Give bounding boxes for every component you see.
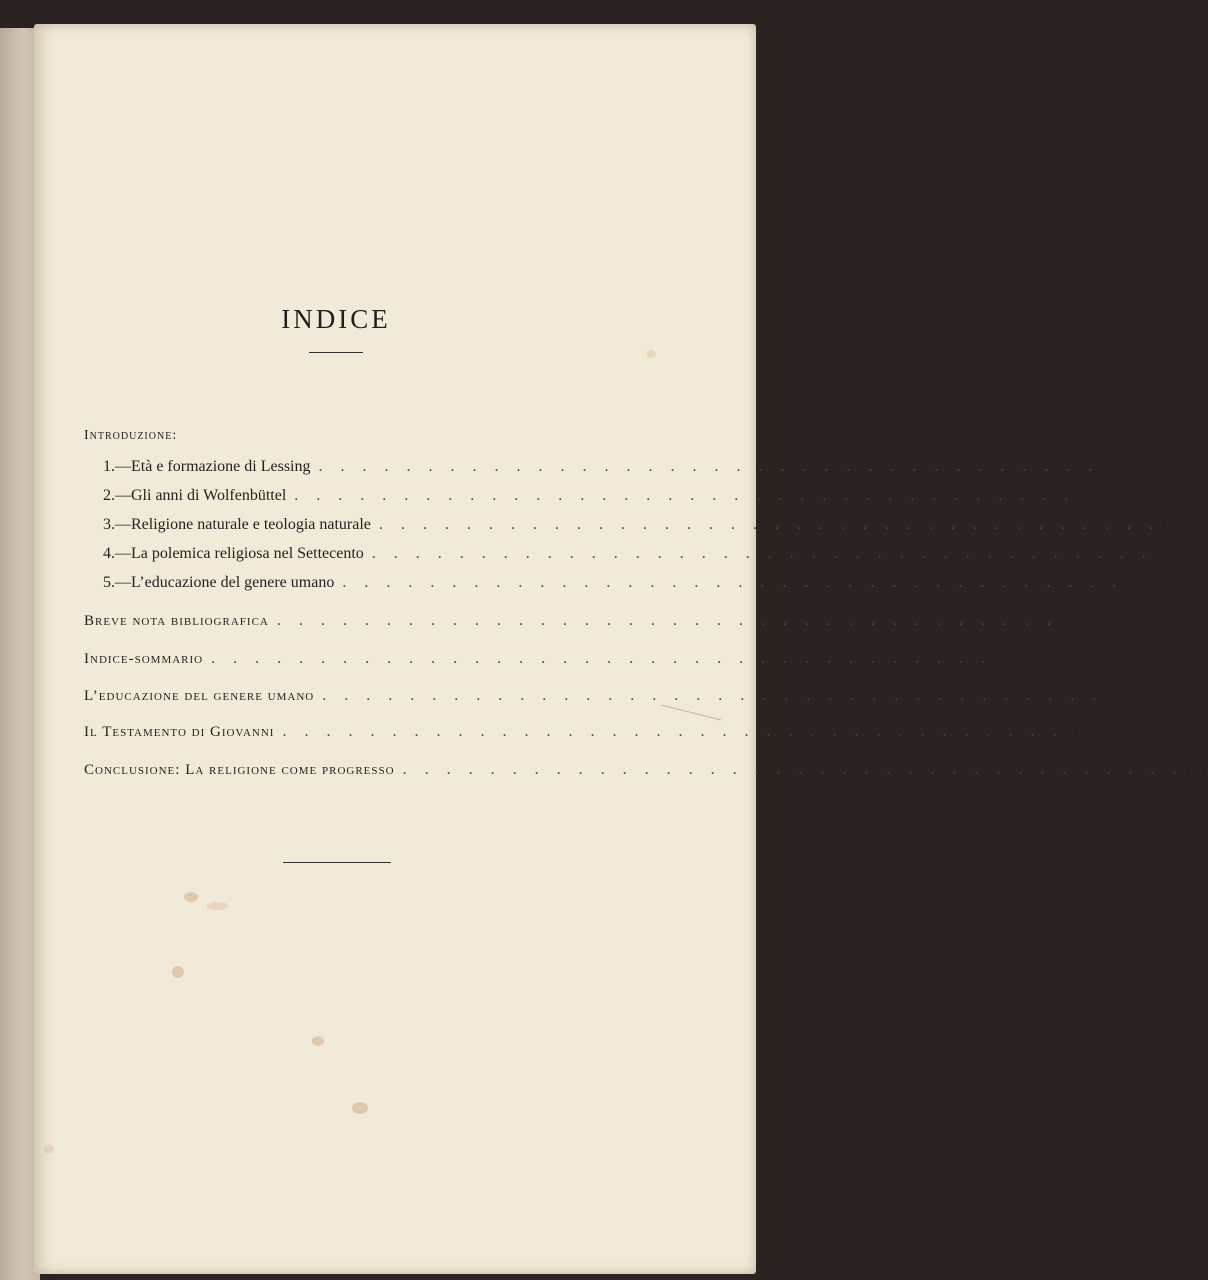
- chapter-number: 3.: [103, 516, 115, 533]
- chapter-number: 2.: [103, 487, 115, 504]
- toc-row: [84, 723, 1080, 741]
- toc-row: [84, 650, 1009, 668]
- entry-title: Indice-sommario: [84, 651, 204, 667]
- closing-rule: [283, 862, 391, 863]
- entry-title: Gli anni di Wolfenbüttel: [131, 487, 287, 504]
- foxing-stain: [184, 892, 198, 902]
- chapter-number: 5.: [103, 574, 115, 591]
- dot-leader: . . . . . . . . . . . . . . . . . . . . . . . . . . . . . . . . . . . .: [211, 650, 993, 667]
- dash: —: [115, 487, 131, 504]
- dash: —: [115, 545, 131, 562]
- page-number: 15: [1075, 487, 1092, 504]
- toc-row: [84, 612, 1074, 630]
- toc-row: [84, 687, 1120, 705]
- page-title: INDICE: [281, 304, 391, 334]
- toc-row: [84, 761, 1208, 779]
- entry-title: Conclusione: La religione come progresso: [84, 762, 395, 778]
- page-number: 55: [992, 650, 1009, 667]
- chapter-number: 1.: [103, 458, 115, 475]
- chapter-number: 4.: [103, 545, 115, 562]
- page-number: 5: [1111, 458, 1120, 475]
- dot-leader: . . . . . . . . . . . . . . . . . . . . . . . . . . . . . . . . . . . .: [402, 761, 1184, 778]
- entry-title: L’educazione del genere umano: [131, 574, 335, 591]
- toc-row: [103, 516, 1176, 534]
- toc-row: [103, 545, 1169, 563]
- entry-title: Età e formazione di Lessing: [131, 458, 311, 475]
- book-page: [34, 24, 756, 1274]
- dot-leader: . . . . . . . . . . . . . . . . . . . . . . . . . . . . . . . . . . . .: [318, 458, 1100, 475]
- foxing-stain: [172, 966, 184, 978]
- entry-title: La polemica religiosa nel Settecento: [131, 545, 364, 562]
- dash: —: [115, 574, 131, 591]
- dot-leader: . . . . . . . . . . . . . . . . . . . . . . . . . . . . . . . . . . . .: [342, 574, 1124, 591]
- title-rule: [309, 352, 363, 353]
- dash: —: [115, 516, 131, 533]
- toc-row: [103, 487, 1092, 505]
- section-heading-introduzione: Introduzione:: [84, 428, 178, 443]
- dot-leader: . . . . . . . . . . . . . . . . . . . . . . . . . . . . . . . . . . . .: [378, 516, 1160, 533]
- dot-leader: . . . . . . . . . . . . . . . . . . . . . . . . . . . . . . . . . . . .: [276, 612, 1058, 629]
- dot-leader: . . . . . . . . . . . . . . . . . . . . . . . . . . . . . . . . . . . .: [282, 723, 1064, 740]
- entry-title: Il Testamento di Giovanni: [84, 724, 275, 740]
- toc-row: [103, 458, 1120, 476]
- toc-row: [103, 574, 1140, 592]
- page-number: 101: [1183, 761, 1208, 778]
- page-prefix: p.: [1099, 458, 1112, 475]
- page-number: 43: [1123, 574, 1140, 591]
- entry-title: Breve nota bibliografica: [84, 613, 269, 629]
- dot-leader: . . . . . . . . . . . . . . . . . . . . . . . . . . . . . . . . . . . .: [371, 545, 1153, 562]
- foxing-stain: [206, 902, 228, 910]
- entry-title: L’educazione del genere umano: [84, 688, 315, 704]
- dot-leader: . . . . . . . . . . . . . . . . . . . . . . . . . . . . . . . . . . . .: [322, 687, 1104, 704]
- dot-leader: . . . . . . . . . . . . . . . . . . . . . . . . . . . . . . . . . . . .: [294, 487, 1076, 504]
- foxing-stain: [646, 350, 656, 358]
- dash: —: [115, 458, 131, 475]
- page-number: 53: [1057, 612, 1074, 629]
- page-number: 18: [1159, 516, 1176, 533]
- foxing-stain: [44, 1144, 54, 1154]
- foxing-stain: [352, 1102, 368, 1114]
- foxing-stain: [312, 1036, 324, 1046]
- page-number: 57: [1103, 687, 1120, 704]
- entry-title: Religione naturale e teologia naturale: [131, 516, 371, 533]
- page-number: 91: [1063, 723, 1080, 740]
- page-number: 29: [1152, 545, 1169, 562]
